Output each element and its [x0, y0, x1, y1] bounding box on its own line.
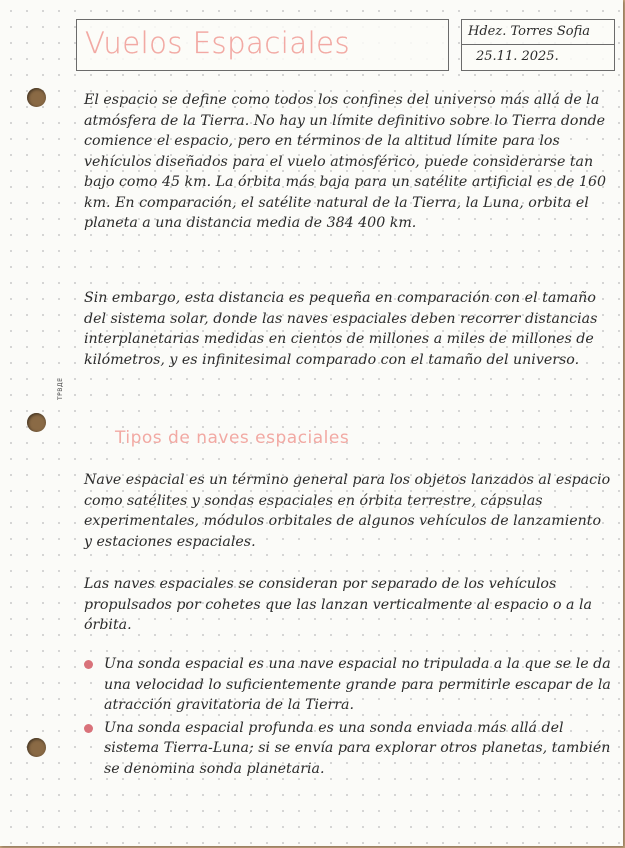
- binding-brand: ТРВДЕ: [57, 377, 64, 400]
- bullet-list: [84, 654, 612, 781]
- list-item: [84, 654, 612, 716]
- binder-hole: [27, 738, 46, 757]
- bullet-text: Una sonda espacial es una nave espacial no tripulada a la que se le da una velocidad lo suficientemente grande para permitirle escapar de la atracción gravitatoria de la Tierra.: [104, 656, 611, 713]
- date: 25.11. 2025.: [476, 49, 559, 64]
- paragraph-1: El espacio se define como todos los confines del universo más allá de la atmósfera de la Tierra. No hay un límite definitivo sobre lo Tierra donde comience el espacio, pero en términos de la altitud límite para los vehículos diseñados para el vuelo atmosférico, puede considerarse tan bajo como 45 km. La órbita más baja para un satélite artificial es de 160 km. En comparación, el satélite natural de la Tierra, la Luna, orbita el planeta a una distancia media de 384 400 km.: [84, 92, 607, 231]
- page-title: Vuelos Espaciales: [85, 26, 351, 60]
- list-item: [84, 718, 612, 780]
- bullet-text: Una sonda espacial profunda es una sonda enviada más allá del sistema Tierra-Luna; si se envía para explorar otros planetas, también se denomina sonda planetaria.: [104, 719, 611, 777]
- bullet-dot-icon: [84, 724, 93, 733]
- meta-box: [461, 19, 615, 71]
- section-subtitle: Tipos de naves espaciales: [115, 428, 350, 448]
- bullet-dot-icon: [84, 660, 93, 669]
- paragraph-4: Las naves espaciales se consideran por separado de los vehículos propulsados por cohetes que las lanzan verticalmente al espacio o a la órbita.: [84, 576, 593, 633]
- meta-divider: [462, 44, 614, 45]
- binder-hole: [27, 413, 46, 432]
- paragraph-3: Nave espacial es un término general para los objetos lanzados al espacio como satélites y sondas espaciales en órbita terrestre, cápsulas experimentales, módulos orbitales de algunos vehículos de lanzamiento y estaciones espaciales.: [84, 472, 611, 550]
- title-box: [76, 19, 449, 71]
- student-name: Hdez. Torres Sofia: [468, 24, 591, 39]
- binder-hole: [27, 88, 46, 107]
- paragraph-2: Sin embargo, esta distancia es pequeña en comparación con el tamaño del sistema solar, donde las naves espaciales deben recorrer distancias interplanetarias medidas en cientos de millones a miles de millones de kilómetros, y es infinitesimal comparado con el tamaño del universo.: [84, 290, 598, 368]
